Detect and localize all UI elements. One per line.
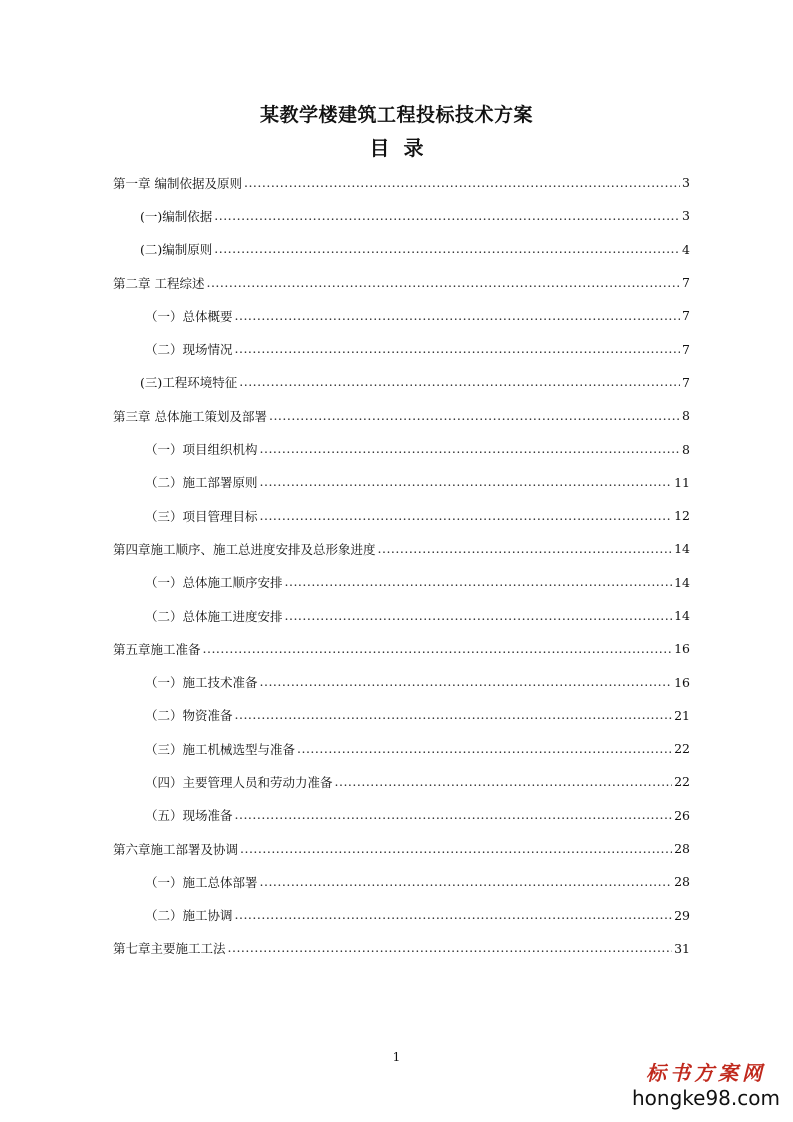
toc-entry-page: 12	[674, 508, 690, 524]
page-number: 1	[392, 1050, 401, 1064]
toc-entry-page: 16	[674, 641, 690, 657]
toc-entry-page: 8	[682, 408, 690, 424]
toc-entry-label: （四）主要管理人员和劳动力准备	[145, 774, 333, 790]
toc-leader-dots	[235, 707, 673, 723]
toc-leader-dots	[260, 874, 673, 890]
toc-leader-dots	[260, 508, 673, 524]
toc-leader-dots	[206, 275, 680, 291]
toc-entry-label: (一)编制依据	[140, 208, 213, 224]
toc-entry[interactable]	[113, 266, 690, 299]
toc-entry-label: 第三章 总体施工策划及部署	[113, 408, 267, 424]
toc-leader-dots	[239, 374, 680, 390]
toc-leader-dots	[235, 907, 673, 923]
toc-entry-page: 22	[674, 741, 690, 757]
toc-leader-dots	[214, 241, 680, 257]
toc-entry[interactable]	[113, 466, 690, 499]
toc-entry-label: 第六章施工部署及协调	[113, 841, 239, 857]
toc-entry-page: 28	[674, 841, 690, 857]
toc-entry-label: （三）项目管理目标	[145, 508, 258, 524]
toc-leader-dots	[228, 940, 673, 956]
toc-entry-label: 第五章施工准备	[113, 641, 201, 657]
toc-entry-label: （二）总体施工进度安排	[145, 608, 283, 624]
toc-entry[interactable]	[113, 732, 690, 765]
toc-entry-page: 3	[682, 208, 690, 224]
toc-leader-dots	[203, 641, 673, 657]
toc-entry[interactable]	[113, 399, 690, 432]
toc-entry-label: （一）项目组织机构	[145, 442, 258, 458]
toc-leader-dots	[335, 774, 673, 790]
toc-entry-label: （二）施工部署原则	[145, 475, 258, 491]
toc-entry[interactable]	[113, 566, 690, 599]
document-title: 某教学楼建筑工程投标技术方案	[259, 104, 533, 126]
toc-entry-page: 14	[674, 541, 690, 557]
toc-leader-dots	[260, 441, 681, 457]
toc-leader-dots	[297, 741, 672, 757]
toc-entry[interactable]	[113, 932, 690, 965]
toc-entry-page: 11	[674, 474, 690, 490]
toc-entry[interactable]	[113, 432, 690, 465]
toc-entry[interactable]	[113, 899, 690, 932]
toc-entry-label: （五）现场准备	[145, 808, 233, 824]
toc-entry[interactable]	[113, 532, 690, 565]
toc-entry-label: （一）总体概要	[145, 308, 233, 324]
table-of-contents	[113, 166, 690, 965]
toc-entry-page: 21	[674, 707, 690, 723]
toc-entry-page: 31	[674, 940, 690, 956]
toc-entry-label: (二)编制原则	[140, 242, 213, 258]
toc-entry-label: （一）施工总体部署	[145, 874, 258, 890]
toc-leader-dots	[285, 574, 673, 590]
toc-entry[interactable]	[113, 332, 690, 365]
toc-leader-dots	[260, 474, 673, 490]
toc-entry-page: 14	[674, 574, 690, 590]
toc-entry-label: 第二章 工程综述	[113, 275, 205, 291]
toc-leader-dots	[235, 341, 681, 357]
toc-entry-label: （三）施工机械选型与准备	[145, 741, 296, 757]
toc-entry[interactable]	[113, 865, 690, 898]
toc-entry[interactable]	[113, 832, 690, 865]
toc-entry[interactable]	[113, 799, 690, 832]
toc-entry-page: 29	[674, 907, 690, 923]
watermark-url-text: hongke98.com	[632, 1086, 780, 1110]
toc-entry-page: 7	[682, 275, 690, 291]
toc-leader-dots	[235, 308, 681, 324]
toc-leader-dots	[260, 674, 673, 690]
toc-heading: 目录	[369, 136, 438, 160]
toc-entry[interactable]	[113, 699, 690, 732]
toc-leader-dots	[269, 408, 680, 424]
toc-entry-label: 第四章施工顺序、施工总进度安排及总形象进度	[113, 541, 376, 557]
toc-entry-label: 第一章 编制依据及原则	[113, 175, 242, 191]
toc-entry-page: 7	[682, 341, 690, 357]
watermark-logo	[631, 1060, 781, 1110]
toc-entry-label: （二）施工协调	[145, 908, 233, 924]
toc-leader-dots	[240, 841, 672, 857]
toc-leader-dots	[285, 608, 673, 624]
toc-entry-page: 26	[674, 807, 690, 823]
toc-entry-page: 28	[674, 874, 690, 890]
toc-leader-dots	[214, 208, 680, 224]
toc-entry-label: （二）物资准备	[145, 708, 233, 724]
toc-entry-page: 22	[674, 774, 690, 790]
toc-entry[interactable]	[113, 599, 690, 632]
toc-entry[interactable]	[113, 499, 690, 532]
toc-entry[interactable]	[113, 299, 690, 332]
toc-entry-label: 第七章主要施工工法	[113, 941, 226, 957]
watermark-cn-text: 标书方案网	[646, 1061, 766, 1085]
toc-entry-page: 14	[674, 608, 690, 623]
toc-entry[interactable]	[113, 233, 690, 266]
toc-entry[interactable]	[113, 366, 690, 399]
toc-entry-label: (三)工程环境特征	[140, 375, 238, 391]
toc-entry[interactable]	[113, 765, 690, 798]
toc-leader-dots	[235, 807, 673, 823]
toc-entry-page: 7	[682, 308, 690, 324]
toc-entry-page: 8	[682, 441, 690, 457]
toc-leader-dots	[378, 541, 673, 557]
toc-entry-label: （二）现场情况	[145, 342, 233, 358]
toc-entry-page: 16	[674, 674, 690, 690]
toc-entry[interactable]	[113, 632, 690, 665]
toc-entry[interactable]	[113, 665, 690, 698]
toc-entry[interactable]	[113, 166, 690, 199]
toc-entry-label: （一）施工技术准备	[145, 675, 258, 691]
toc-entry-page: 3	[682, 175, 690, 191]
toc-entry-page: 7	[682, 374, 690, 390]
toc-entry-label: （一）总体施工顺序安排	[145, 575, 283, 591]
toc-leader-dots	[244, 175, 680, 191]
toc-entry[interactable]	[113, 199, 690, 232]
toc-entry-page: 4	[682, 241, 690, 257]
